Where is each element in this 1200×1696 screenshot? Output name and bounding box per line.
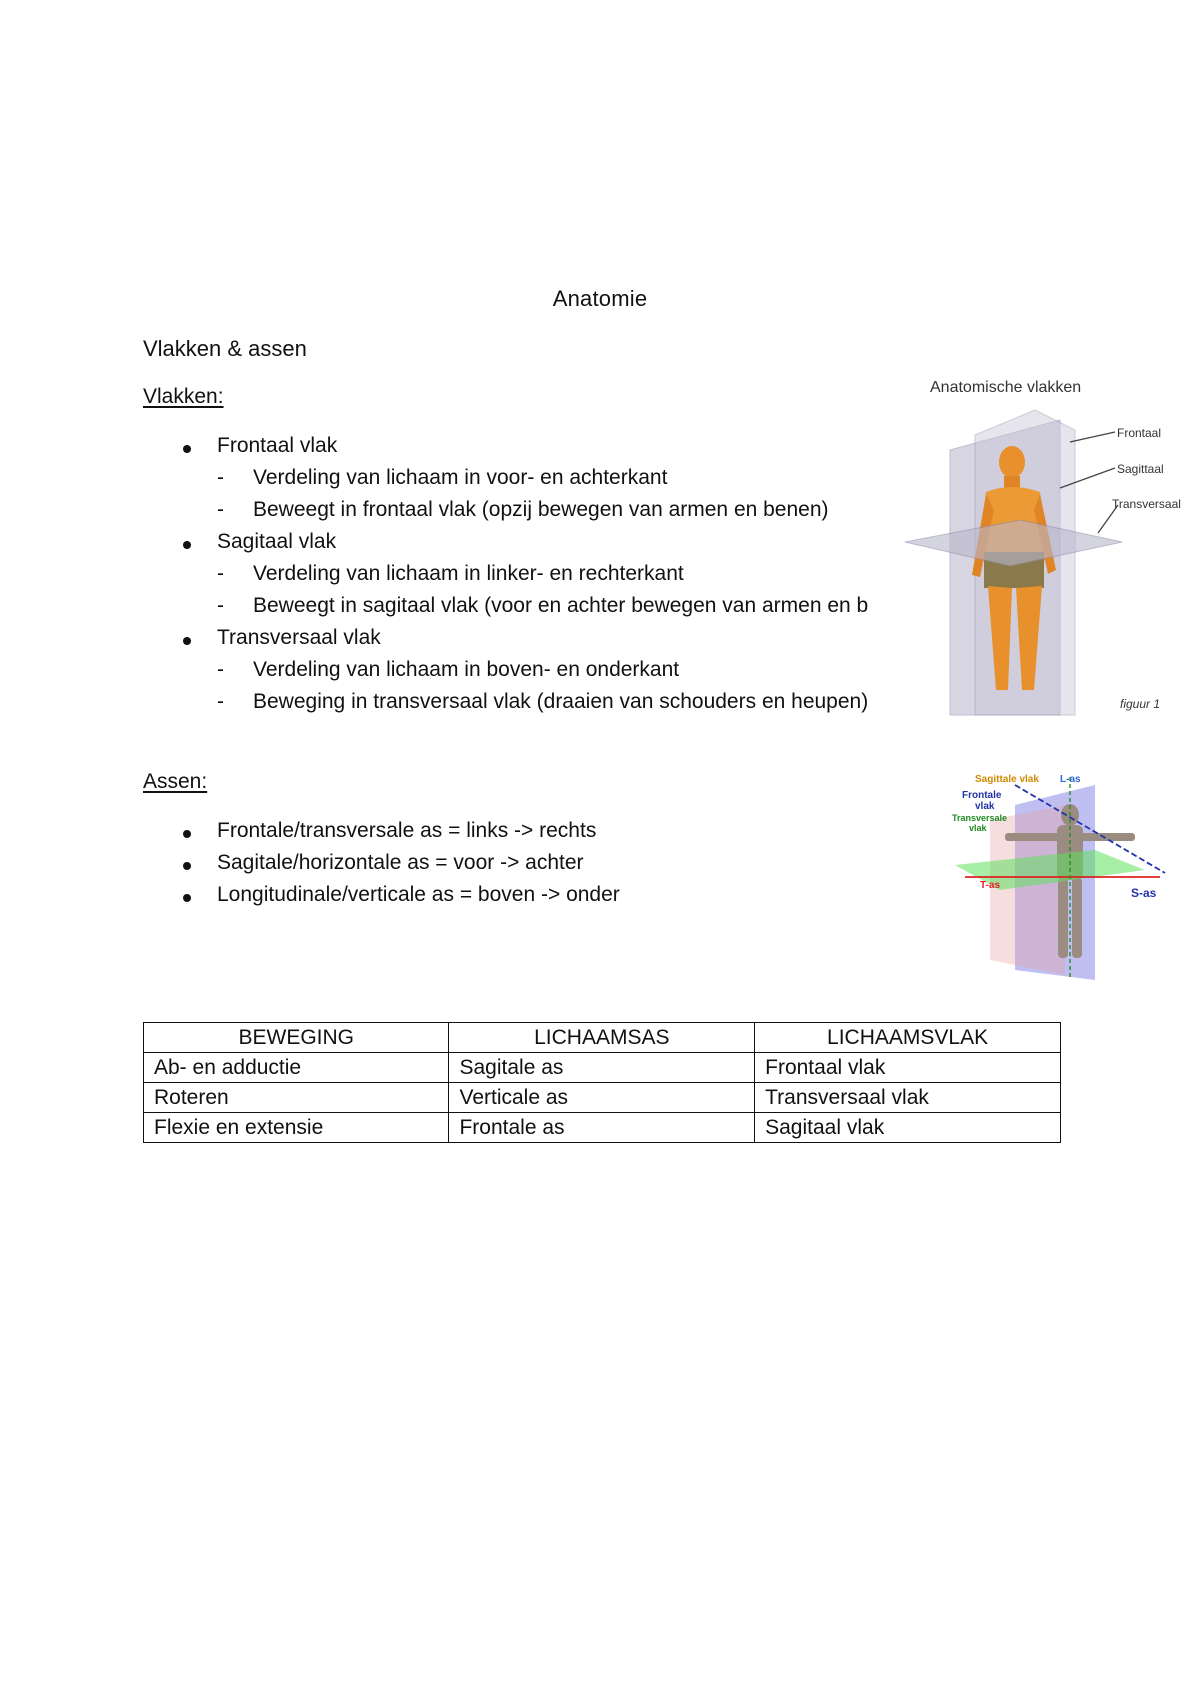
table-header-cell: BEWEGING	[144, 1023, 449, 1053]
bullet-icon	[183, 541, 191, 549]
list-item-detail: Beweging in transversaal vlak (draaien van schouders en heupen)	[253, 690, 869, 713]
bullet-icon	[183, 637, 191, 645]
figure2-label-sagittale: Sagittale vlak	[975, 774, 1039, 785]
table-header-row	[144, 1023, 1061, 1053]
list-item: Frontale/transversale as = links -> rechts	[217, 819, 597, 842]
bullet-icon	[183, 894, 191, 902]
figure2-label-l-as: L-as	[1060, 774, 1081, 785]
table-cell: Frontale as	[449, 1113, 755, 1143]
figure1-title: Anatomische vlakken	[930, 379, 1082, 396]
table-row	[144, 1083, 1061, 1113]
figure1-label-transversaal: Transversaal	[1112, 497, 1181, 511]
figure1-label-sagittaal: Sagittaal	[1117, 462, 1164, 476]
figure1-label-frontaal: Frontaal	[1117, 426, 1162, 440]
figure2-label-frontale-1: Frontale	[962, 790, 1002, 801]
table-cell: Verticale as	[449, 1083, 755, 1113]
dash-icon: -	[217, 658, 224, 681]
figure2-label-t-as: T-as	[980, 880, 1001, 891]
list-item-detail: Verdeling van lichaam in boven- en onderkant	[253, 658, 680, 681]
table-row	[144, 1113, 1061, 1143]
dash-icon: -	[217, 690, 224, 713]
lichaamsassen-figure	[945, 765, 1175, 990]
anatomische-vlakken-figure	[900, 370, 1190, 725]
transverse-plane	[905, 520, 1122, 566]
section-heading: Vlakken & assen	[143, 336, 307, 361]
list-item: Sagitale/horizontale as = voor -> achter	[217, 851, 584, 874]
figure2-label-frontale-2: vlak	[975, 801, 995, 812]
beweging-table	[143, 1022, 1061, 1143]
table-cell: Flexie en extensie	[144, 1113, 449, 1143]
dash-icon: -	[217, 594, 224, 617]
table-row	[144, 1053, 1061, 1083]
figure2-label-transversale-2: vlak	[969, 823, 987, 833]
table-cell: Sagitale as	[449, 1053, 755, 1083]
table-cell: Frontaal vlak	[755, 1053, 1061, 1083]
document-title: Anatomie	[552, 286, 648, 311]
list-item-detail: Beweegt in frontaal vlak (opzij bewegen van armen en benen)	[253, 498, 829, 521]
figure2-label-s-as: S-as	[1131, 886, 1157, 900]
frontale-vlak-plane	[990, 805, 1065, 975]
table-header-cell: LICHAAMSVLAK	[755, 1023, 1061, 1053]
table-cell: Ab- en adductie	[144, 1053, 449, 1083]
vlakken-label: Vlakken:	[143, 385, 224, 408]
list-item-detail: Verdeling van lichaam in linker- en rechterkant	[253, 562, 684, 585]
table-header-cell: LICHAAMSAS	[449, 1023, 755, 1053]
bullet-icon	[183, 830, 191, 838]
list-item: Transversaal vlak	[217, 626, 381, 649]
table-cell: Roteren	[144, 1083, 449, 1113]
dash-icon: -	[217, 466, 224, 489]
bullet-icon	[183, 862, 191, 870]
list-item-detail: Beweegt in sagitaal vlak (voor en achter bewegen van armen en b	[253, 594, 869, 617]
table-cell: Transversaal vlak	[755, 1083, 1061, 1113]
list-item: Frontaal vlak	[217, 434, 338, 457]
figure2-label-transversale-1: Transversale	[952, 813, 1008, 823]
list-item: Sagitaal vlak	[217, 530, 337, 553]
list-item: Longitudinale/verticale as = boven -> onder	[217, 883, 620, 906]
dash-icon: -	[217, 562, 224, 585]
table-cell: Sagitaal vlak	[755, 1113, 1061, 1143]
figure1-caption: figuur 1	[1120, 697, 1161, 711]
assen-label: Assen:	[143, 770, 208, 793]
bullet-icon	[183, 445, 191, 453]
dash-icon: -	[217, 498, 224, 521]
list-item-detail: Verdeling van lichaam in voor- en achterkant	[253, 466, 668, 489]
